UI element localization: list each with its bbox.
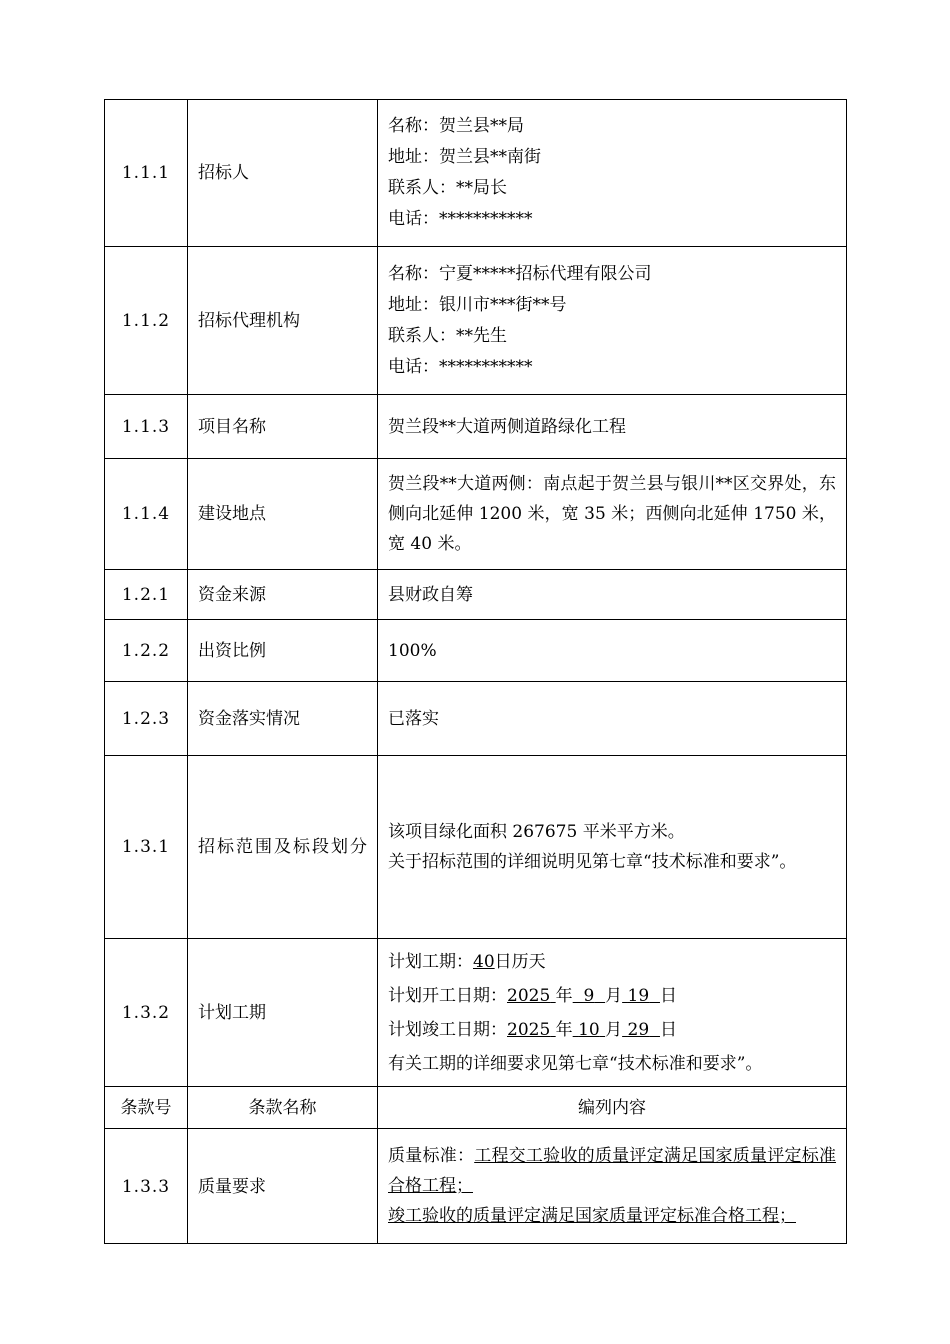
- duration-line: [388, 945, 836, 979]
- header-clause-number: 条款号: [105, 1087, 188, 1129]
- clause-number: 1.1.4: [105, 459, 188, 570]
- table-row: [105, 682, 847, 756]
- quality-standard-text: 工程交工验收的质量评定满足国家质量评定标准合格工程；: [388, 1146, 837, 1196]
- table-row: [105, 756, 847, 939]
- clause-content: [378, 756, 847, 939]
- content-line: 地址：贺兰县**南街: [388, 147, 541, 167]
- clause-name: 建设地点: [188, 459, 378, 570]
- clause-content: [378, 100, 847, 247]
- end-day: 29: [627, 1019, 650, 1040]
- year-char: 年: [555, 1019, 573, 1040]
- day-char: 日: [659, 985, 677, 1006]
- start-date-label: 计划开工日期：: [388, 985, 507, 1006]
- clause-content: [378, 1129, 847, 1244]
- end-date-label: 计划竣工日期：: [388, 1019, 507, 1040]
- clause-name: 出资比例: [188, 620, 378, 682]
- table-row: [105, 247, 847, 395]
- table-row: [105, 570, 847, 620]
- header-content: 编列内容: [378, 1087, 847, 1129]
- clause-name: 资金落实情况: [188, 682, 378, 756]
- table-row: [105, 939, 847, 1087]
- clause-name: 项目名称: [188, 395, 378, 459]
- clause-content: 贺兰段**大道两侧道路绿化工程: [378, 395, 847, 459]
- clause-number: 1.1.3: [105, 395, 188, 459]
- content-line: 名称：贺兰县**局: [388, 116, 524, 136]
- end-year: 2025: [507, 1019, 551, 1040]
- clause-content: 100%: [378, 620, 847, 682]
- clause-name: 招标人: [188, 100, 378, 247]
- table-row: [105, 620, 847, 682]
- clause-number: 1.3.2: [105, 939, 188, 1087]
- content-line: 关于招标范围的详细说明见第七章“技术标准和要求”。: [388, 852, 797, 872]
- table-row: [105, 459, 847, 570]
- start-date-line: [388, 979, 836, 1013]
- start-day: 19: [627, 985, 650, 1006]
- content-line: 地址：银川市***街**号: [388, 294, 567, 315]
- clause-name: 质量要求: [188, 1129, 378, 1244]
- clause-number: 1.1.2: [105, 247, 188, 395]
- clause-content: [378, 247, 847, 395]
- duration-unit: 日历天: [494, 951, 546, 972]
- end-date-line: [388, 1013, 836, 1047]
- clause-name: 资金来源: [188, 570, 378, 620]
- end-month: 10: [578, 1019, 600, 1040]
- clause-number: 1.3.3: [105, 1129, 188, 1244]
- duration-label: 计划工期：: [388, 951, 473, 972]
- header-clause-name: 条款名称: [188, 1087, 378, 1129]
- quality-standard-line: [388, 1141, 836, 1201]
- clause-number: 1.2.1: [105, 570, 188, 620]
- day-char: 日: [659, 1019, 677, 1040]
- clause-content: 已落实: [378, 682, 847, 756]
- clause-content: [378, 939, 847, 1087]
- clause-name: 招标范围及标段划分: [188, 756, 378, 939]
- table-row: [105, 1129, 847, 1244]
- clause-number: 1.3.1: [105, 756, 188, 939]
- clause-number: 1.2.2: [105, 620, 188, 682]
- content-line: 电话：***********: [388, 209, 533, 229]
- year-char: 年: [555, 985, 573, 1006]
- table-header-row: [105, 1087, 847, 1129]
- month-char: 月: [605, 1019, 623, 1040]
- clause-content: 贺兰段**大道两侧：南点起于贺兰县与银川**区交界处，东侧向北延伸 1200 米，宽 35 米；西侧向北延伸 1750 米，宽 40 米。: [378, 459, 847, 570]
- content-line: 联系人：**先生: [388, 325, 507, 346]
- clause-content: 县财政自筹: [378, 570, 847, 620]
- duration-value: 40: [473, 951, 495, 972]
- table-row: [105, 100, 847, 247]
- quality-label: 质量标准：: [388, 1146, 475, 1166]
- content-line: 联系人：**局长: [388, 178, 507, 198]
- start-year: 2025: [507, 985, 551, 1006]
- start-month: 9: [583, 985, 595, 1006]
- content-line: 名称：宁夏*****招标代理有限公司: [388, 263, 652, 284]
- content-line: 该项目绿化面积 267675 平米平方米。: [388, 822, 685, 842]
- clause-number: 1.1.1: [105, 100, 188, 247]
- duration-note: 有关工期的详细要求见第七章“技术标准和要求”。: [388, 1053, 763, 1074]
- month-char: 月: [605, 985, 623, 1006]
- clause-name: 计划工期: [188, 939, 378, 1087]
- table-row: [105, 395, 847, 459]
- clause-table: [104, 99, 847, 1244]
- clause-name: 招标代理机构: [188, 247, 378, 395]
- clause-number: 1.2.3: [105, 682, 188, 756]
- quality-acceptance-line: 竣工验收的质量评定满足国家质量评定标准合格工程；: [388, 1206, 796, 1226]
- content-line: 电话：***********: [388, 356, 533, 377]
